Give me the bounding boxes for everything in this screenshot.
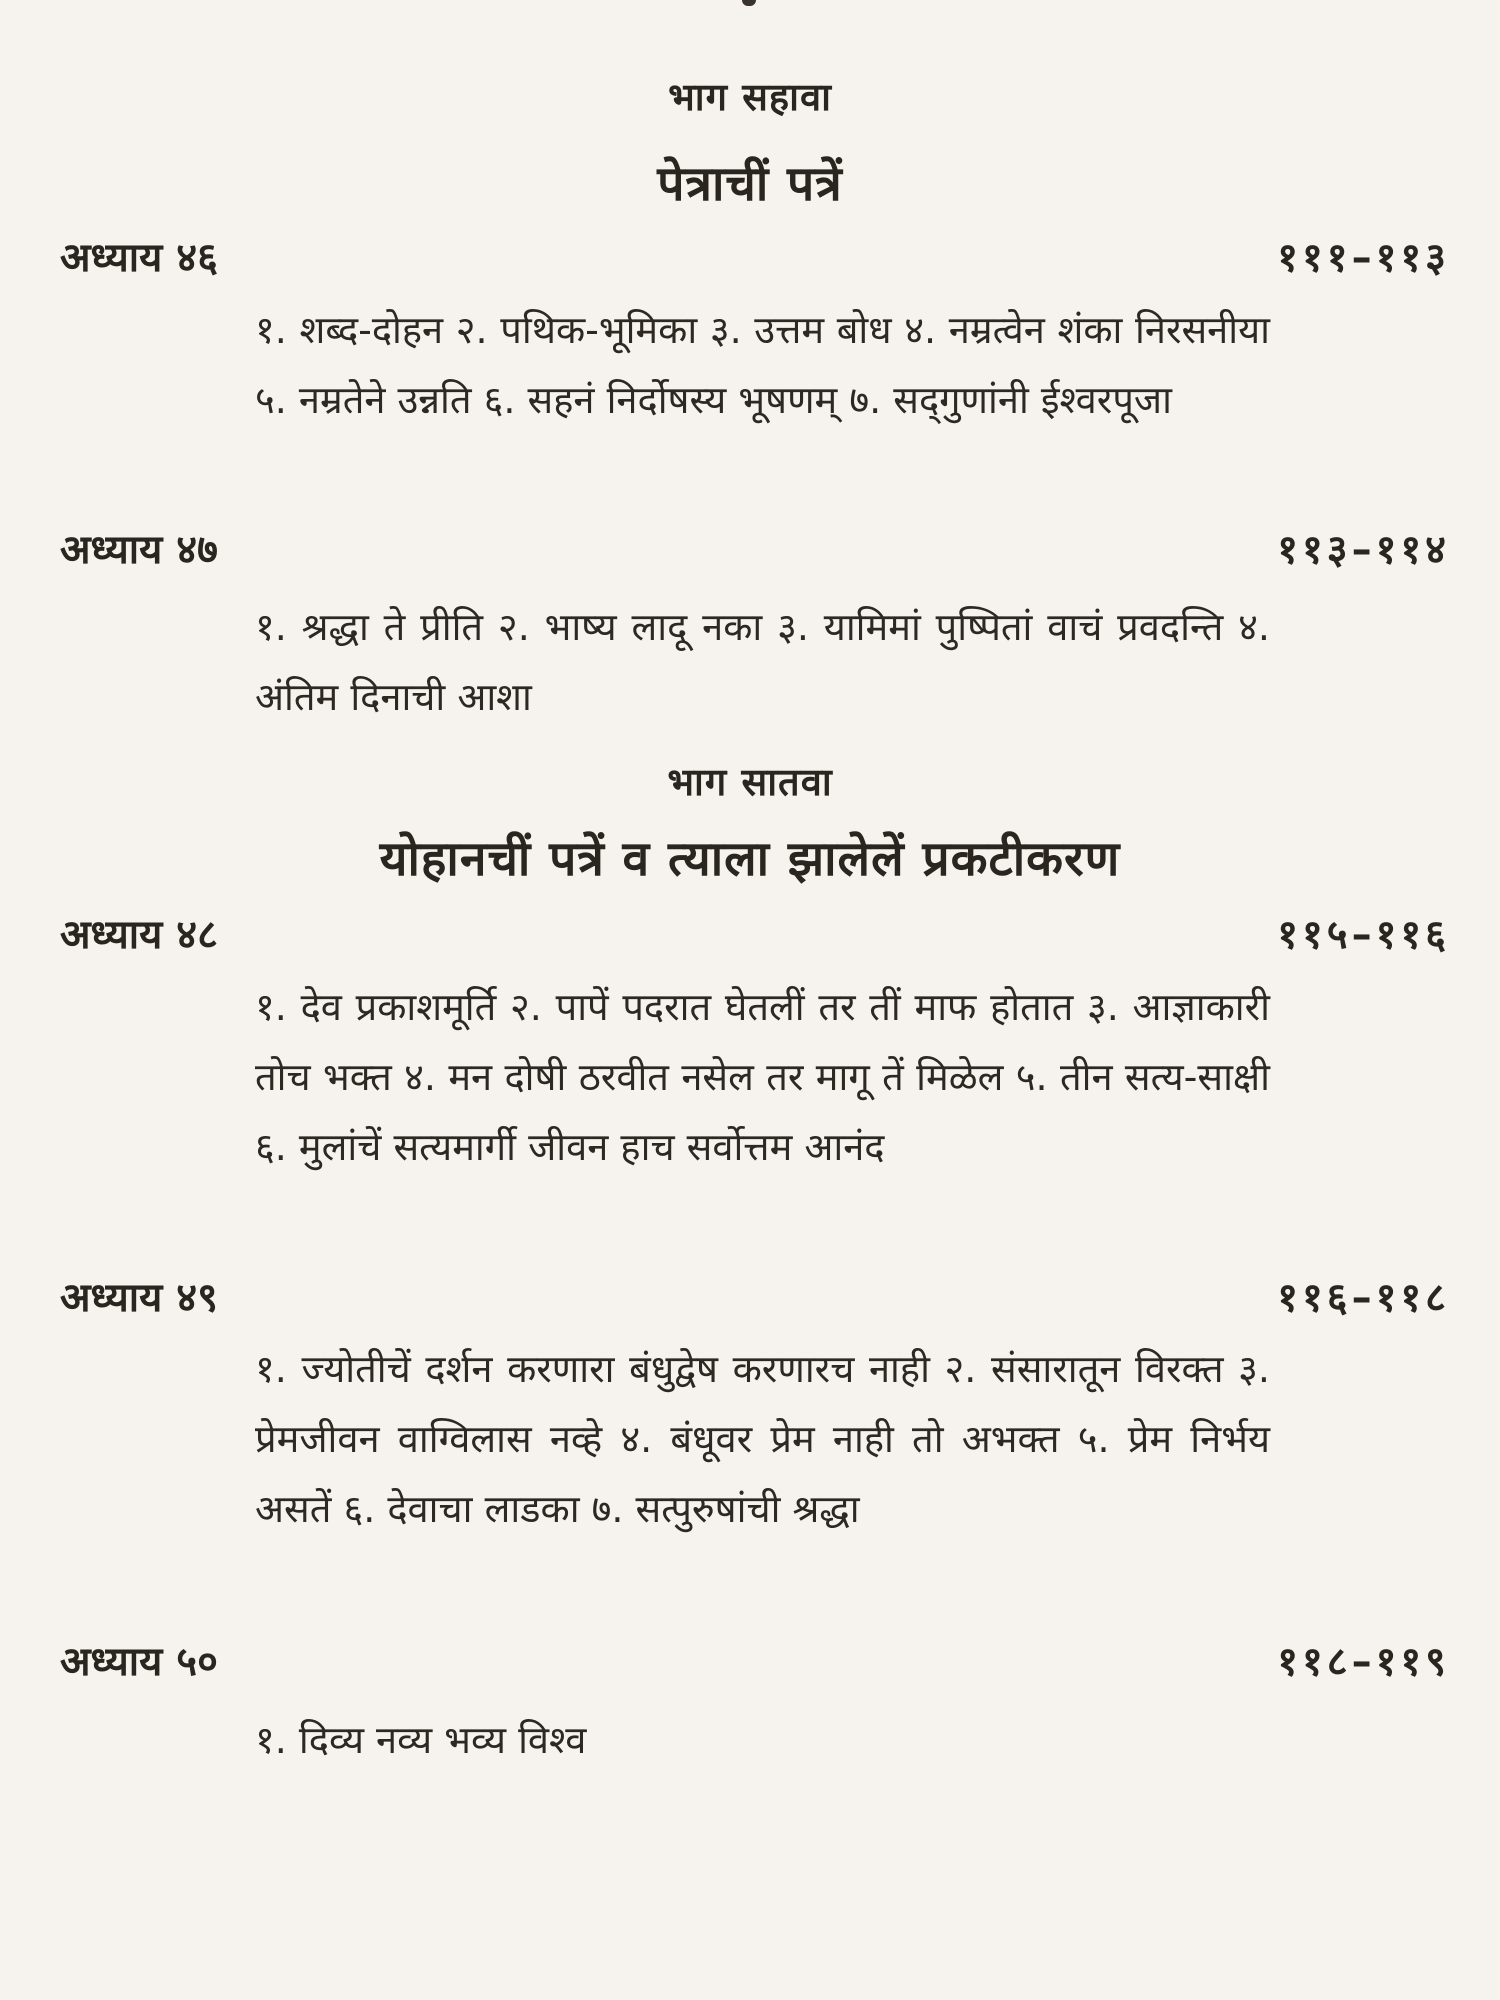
chapter-label: अध्याय ४६ [60,235,218,281]
part-title-6: पेत्राचीं पत्रें [657,156,843,212]
chapter-row-48 [60,905,1450,961]
page-mark [742,0,756,6]
chapter-row-50 [60,1632,1450,1688]
chapter-items-47: १. श्रद्धा ते प्रीति २. भाष्य लादू नका ३. यामिमां पुष्पितां वाचं प्रवदन्ति ४. अंतिम दिनाची आशा [255,605,1270,719]
part-heading-6: भाग सहावा [668,75,832,119]
part-title-7: योहानचीं पत्रें व त्याला झालेलें प्रकटीकरण [379,831,1121,887]
chapter-pages: ११६–११८ [1277,1275,1450,1321]
chapter-items-50: १. दिव्य नव्य भव्य विश्व [255,1718,587,1762]
chapter-label: अध्याय ४८ [60,912,218,958]
chapter-pages: १११–११३ [1277,235,1450,281]
chapter-items-49: १. ज्योतीचें दर्शन करणारा बंधुद्वेष करणारच नाही २. संसारातून विरक्त ३. प्रेमजीवन वाग्विलास नव्हे ४. बंधूवर प्रेम नाही तो अभक्त ५. प्रेम निर्भय असतें ६. देवाचा लाडका ७. सत्पुरुषांची श्रद्धा [255,1347,1270,1531]
chapter-label: अध्याय ५० [60,1639,218,1685]
chapter-pages: ११३–११४ [1277,527,1450,573]
chapter-row-47 [60,520,1450,576]
chapter-label: अध्याय ४९ [60,1275,218,1321]
chapter-pages: ११५–११६ [1277,912,1450,958]
chapter-items-48: १. देव प्रकाशमूर्ति २. पापें पदरात घेतलीं तर तीं माफ होतात ३. आज्ञाकारी तोच भक्त ४. मन दोषी ठरवीत नसेल तर मागू तें मिळेल ५. तीन सत्य-साक्षी ६. मुलांचें सत्यमार्गी जीवन हाच सर्वोत्तम आनंद [255,985,1270,1169]
chapter-pages: ११८–११९ [1277,1639,1450,1685]
chapter-row-49 [60,1268,1450,1324]
chapter-label: अध्याय ४७ [60,527,218,573]
chapter-row-46 [60,228,1450,284]
part-heading-7: भाग सातवा [667,760,833,804]
chapter-items-46: १. शब्द-दोहन २. पथिक-भूमिका ३. उत्तम बोध ४. नम्रत्वेन शंका निरसनीया ५. नम्रतेने उन्नति ६. सहनं निर्दोषस्य भूषणम् ७. सद्‌गुणांनी ईश्वरपूजा [255,308,1270,422]
